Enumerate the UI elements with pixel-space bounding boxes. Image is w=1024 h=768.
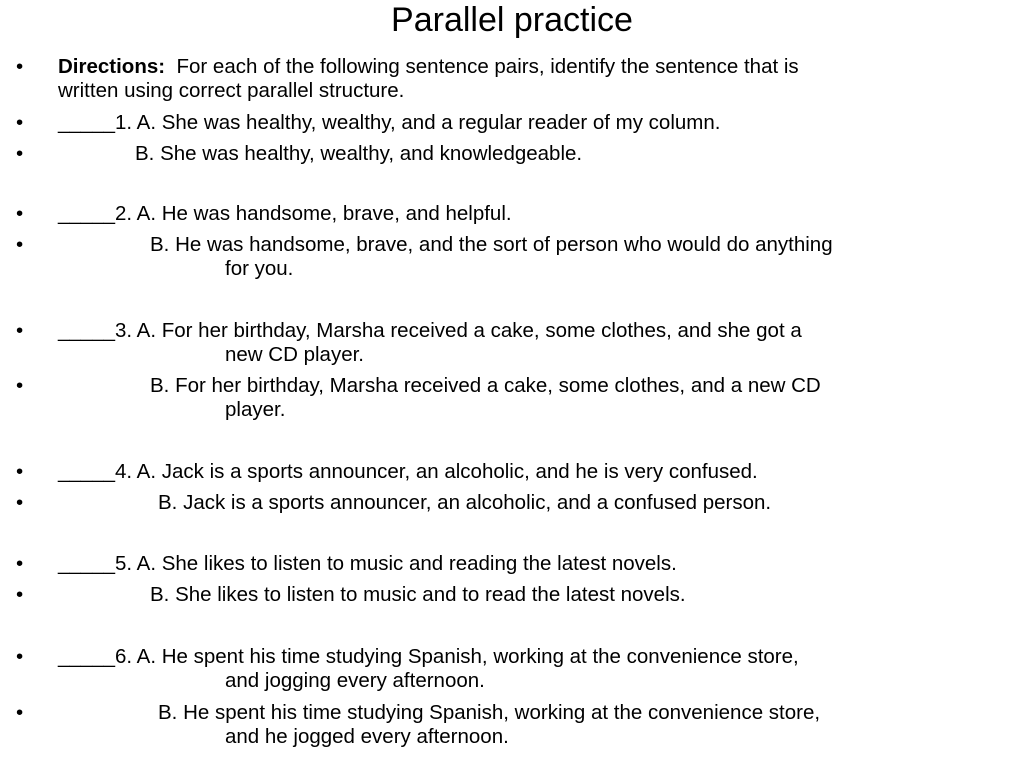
sentence-2b-continued: for you.	[225, 257, 294, 280]
sentence-2a: _____2. A. He was handsome, brave, and helpful.	[58, 202, 512, 225]
directions-line-2: written using correct parallel structure.	[58, 79, 405, 102]
sentence-6b-continued: and he jogged every afternoon.	[225, 725, 509, 748]
sentence-6a-continued: and jogging every afternoon.	[225, 669, 485, 692]
bullet-icon: •	[16, 55, 24, 78]
sentence-6b: B. He spent his time studying Spanish, working at the convenience store,	[158, 701, 821, 724]
directions-text: For each of the following sentence pairs, identify the sentence that is	[165, 55, 799, 78]
bullet-icon: •	[16, 552, 24, 575]
bullet-icon: •	[16, 701, 24, 724]
sentence-3b: B. For her birthday, Marsha received a cake, some clothes, and a new CD	[150, 374, 821, 397]
bullet-icon: •	[16, 202, 24, 225]
sentence-4a: _____4. A. Jack is a sports announcer, an alcoholic, and he is very confused.	[58, 460, 758, 483]
sentence-6a: _____6. A. He spent his time studying Spanish, working at the convenience store,	[58, 645, 799, 668]
bullet-icon: •	[16, 645, 24, 668]
directions-line-1	[58, 55, 799, 79]
sentence-5b: B. She likes to listen to music and to read the latest novels.	[150, 583, 686, 606]
bullet-icon: •	[16, 142, 24, 165]
sentence-2b: B. He was handsome, brave, and the sort of person who would do anything	[150, 233, 833, 256]
bullet-icon: •	[16, 374, 24, 397]
bullet-icon: •	[16, 111, 24, 134]
sentence-1a: _____1. A. She was healthy, wealthy, and a regular reader of my column.	[58, 111, 721, 134]
slide-title: Parallel practice	[391, 1, 633, 39]
bullet-icon: •	[16, 233, 24, 256]
bullet-icon: •	[16, 319, 24, 342]
sentence-5a: _____5. A. She likes to listen to music and reading the latest novels.	[58, 552, 677, 575]
sentence-1b: B. She was healthy, wealthy, and knowledgeable.	[135, 142, 583, 165]
sentence-3a-continued: new CD player.	[225, 343, 365, 366]
sentence-3b-continued: player.	[225, 398, 286, 421]
sentence-4b: B. Jack is a sports announcer, an alcoholic, and a confused person.	[158, 491, 772, 514]
bullet-icon: •	[16, 583, 24, 606]
sentence-3a: _____3. A. For her birthday, Marsha received a cake, some clothes, and she got a	[58, 319, 802, 342]
bullet-icon: •	[16, 460, 24, 483]
bullet-icon: •	[16, 491, 24, 514]
directions-label: Directions:	[58, 55, 166, 78]
